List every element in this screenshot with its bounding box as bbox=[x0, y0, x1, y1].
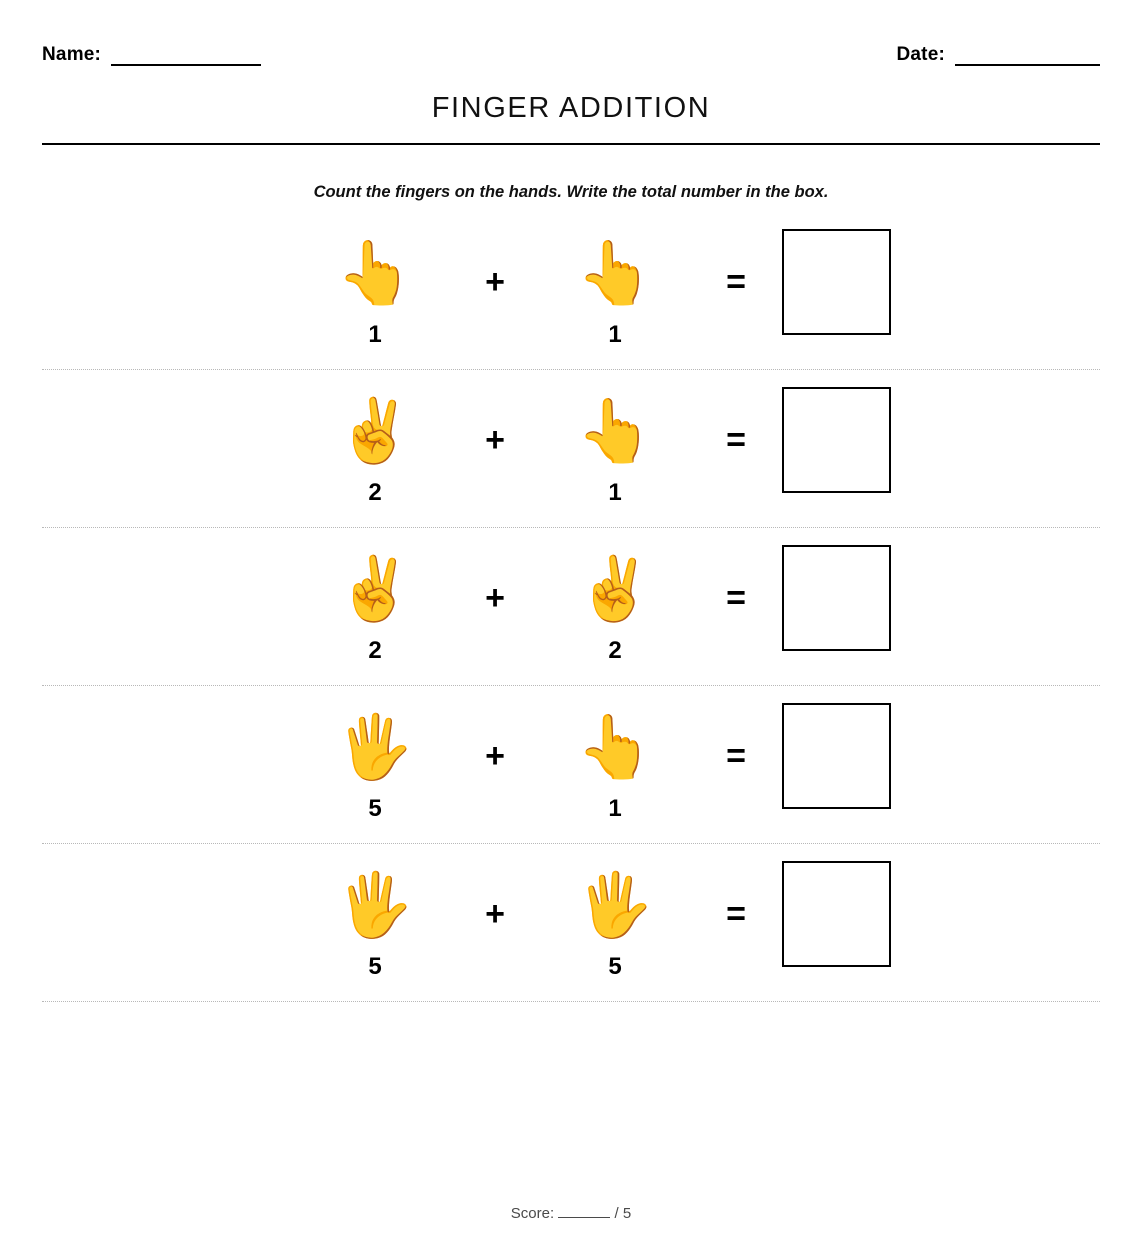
hand-icon: 🖐️ bbox=[336, 712, 414, 782]
equals-symbol: = bbox=[726, 420, 746, 459]
hand-icon: ✌️ bbox=[336, 396, 414, 466]
right-operand bbox=[540, 711, 690, 823]
left-operand-count: 5 bbox=[368, 952, 382, 980]
score-footer bbox=[42, 1179, 1100, 1222]
left-operand-count: 5 bbox=[368, 794, 382, 822]
right-operand-count: 1 bbox=[608, 794, 622, 822]
left-operand-count: 2 bbox=[368, 636, 382, 664]
plus-symbol: + bbox=[485, 420, 505, 459]
answer-box[interactable] bbox=[782, 861, 891, 967]
problem-row bbox=[42, 370, 1100, 528]
equals-symbol: = bbox=[726, 736, 746, 775]
page-title: FINGER ADDITION bbox=[431, 92, 711, 124]
score-label: Score: bbox=[510, 1205, 555, 1222]
answer-box[interactable] bbox=[782, 387, 891, 493]
right-operand bbox=[540, 237, 690, 349]
plus-symbol: + bbox=[485, 894, 505, 933]
left-operand bbox=[300, 237, 450, 349]
problem-row bbox=[42, 212, 1100, 370]
title-divider bbox=[42, 143, 1100, 145]
left-operand-count: 2 bbox=[368, 478, 382, 506]
name-field bbox=[42, 44, 261, 66]
score-blank[interactable] bbox=[558, 1217, 610, 1218]
answer-box[interactable] bbox=[782, 545, 891, 651]
plus-symbol: + bbox=[485, 262, 505, 301]
problem-row bbox=[42, 528, 1100, 686]
right-operand-count: 5 bbox=[608, 952, 622, 980]
problem-row bbox=[42, 686, 1100, 844]
equals-symbol: = bbox=[726, 262, 746, 301]
right-operand bbox=[540, 553, 690, 665]
name-write-line[interactable] bbox=[111, 51, 261, 66]
date-field bbox=[896, 44, 1100, 66]
problem-list bbox=[42, 212, 1100, 1179]
date-label: Date: bbox=[896, 44, 945, 65]
hand-icon: 👆 bbox=[336, 238, 414, 308]
left-operand bbox=[300, 553, 450, 665]
hand-icon: 🖐️ bbox=[336, 870, 414, 940]
left-operand-count: 1 bbox=[368, 320, 382, 348]
hand-icon: 👆 bbox=[576, 238, 654, 308]
hand-icon: 👆 bbox=[576, 712, 654, 782]
right-operand-count: 1 bbox=[608, 478, 622, 506]
answer-box[interactable] bbox=[782, 703, 891, 809]
date-write-line[interactable] bbox=[955, 51, 1100, 66]
meta-row bbox=[42, 44, 1100, 66]
hand-icon: ✌️ bbox=[336, 554, 414, 624]
left-operand bbox=[300, 395, 450, 507]
equals-symbol: = bbox=[726, 578, 746, 617]
plus-symbol: + bbox=[485, 578, 505, 617]
hand-icon: 🖐️ bbox=[576, 870, 654, 940]
score-total: / 5 bbox=[614, 1205, 632, 1222]
right-operand bbox=[540, 395, 690, 507]
hand-icon: ✌️ bbox=[576, 554, 654, 624]
equals-symbol: = bbox=[726, 894, 746, 933]
right-operand bbox=[540, 869, 690, 981]
right-operand-count: 1 bbox=[608, 320, 622, 348]
name-label: Name: bbox=[42, 44, 102, 65]
left-operand bbox=[300, 869, 450, 981]
instructions-text: Count the fingers on the hands. Write the total number in the box. bbox=[313, 183, 829, 201]
hand-icon: 👆 bbox=[576, 396, 654, 466]
plus-symbol: + bbox=[485, 736, 505, 775]
answer-box[interactable] bbox=[782, 229, 891, 335]
left-operand bbox=[300, 711, 450, 823]
problem-row bbox=[42, 844, 1100, 1002]
right-operand-count: 2 bbox=[608, 636, 622, 664]
